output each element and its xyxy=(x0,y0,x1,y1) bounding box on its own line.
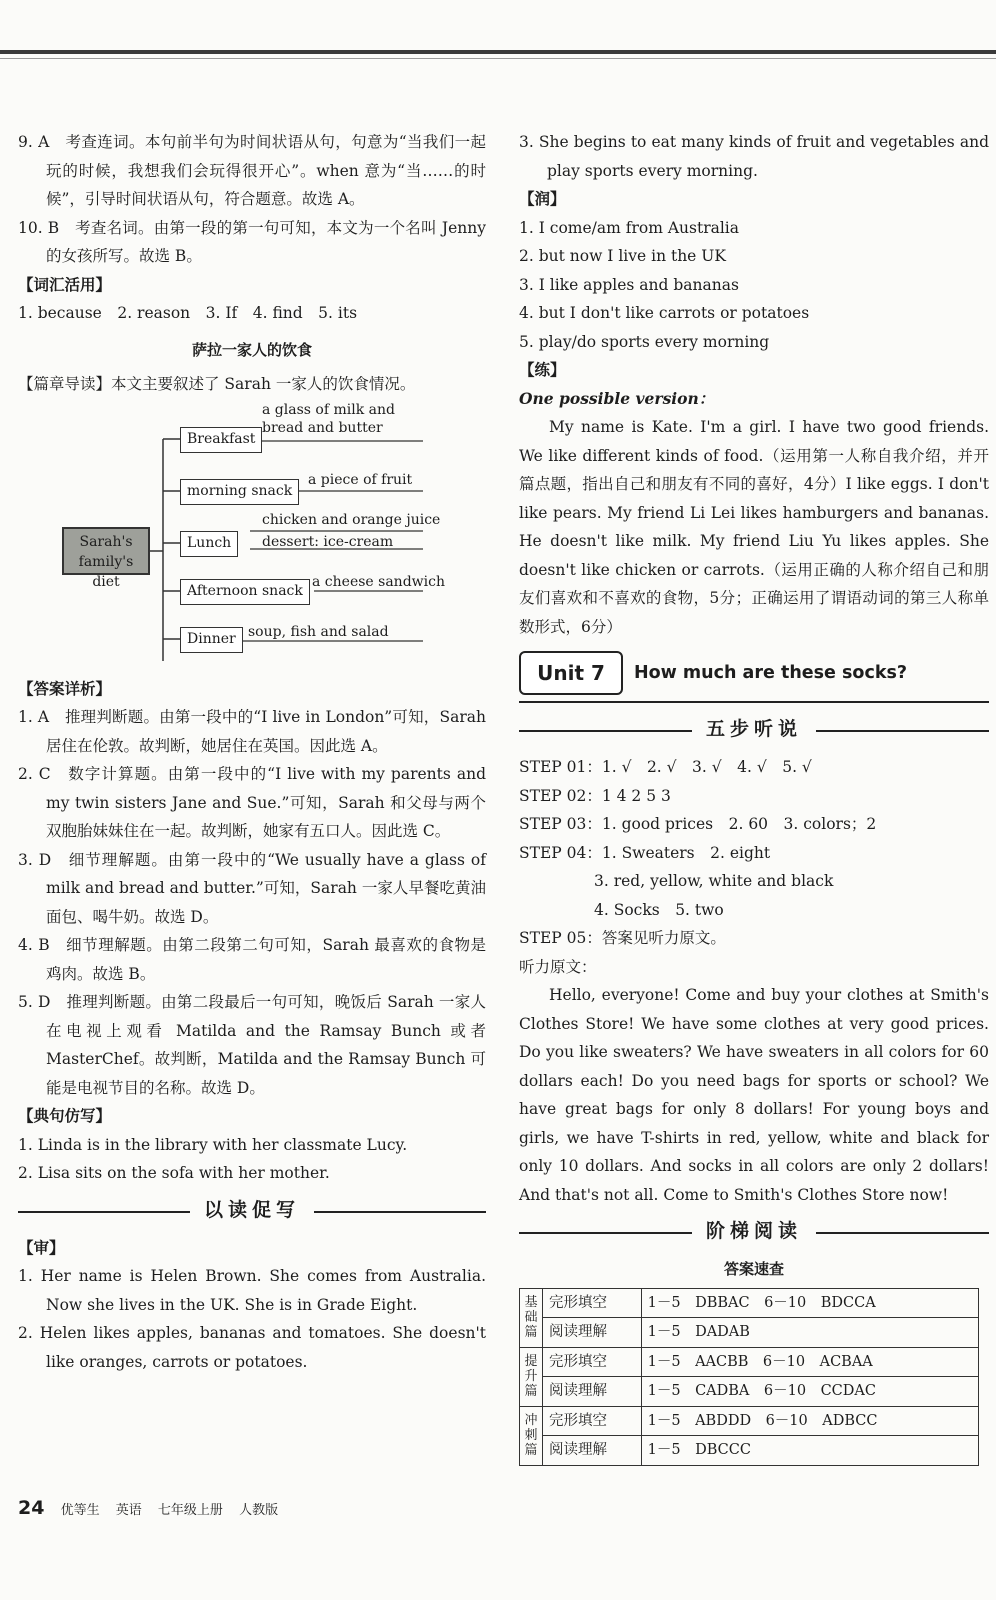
footer-subject: 英语 xyxy=(115,1503,142,1518)
shen-heading: 【审】 xyxy=(18,1237,65,1257)
unit-title: How much are these socks? xyxy=(634,663,908,683)
page-number: 24 xyxy=(18,1497,45,1519)
footer-grade: 七年级上册 xyxy=(157,1503,223,1518)
step-line: 4. Socks 5. two xyxy=(594,900,724,919)
table-cell: 1－5 DADAB xyxy=(641,1318,978,1348)
unit-label: Unit 7 xyxy=(519,651,623,695)
version-label: One possible version： xyxy=(519,388,715,408)
branch-breakfast-detail: a glass of milk and bread and butter xyxy=(262,401,395,436)
branch-dinner-detail: soup, fish and salad xyxy=(248,623,389,640)
group-label: 提升篇 xyxy=(520,1347,543,1406)
quick-answer-title: 答案速查 xyxy=(723,1260,784,1278)
table-cell: 完形填空 xyxy=(543,1406,642,1436)
branch-afternoon-snack: Afternoon snack xyxy=(180,579,310,605)
table-cell: 1－5 ABDDD 6－10 ADBCC xyxy=(641,1406,978,1436)
left-column xyxy=(18,128,486,1376)
listening-transcript: Hello, everyone! Come and buy your clothes at Smith's Clothes Store! We have some clothes at very good prices. Do you like sweaters? We have sweaters in all colors for 60 dollars each! Do you need bags for sports or school? We have great bags for only 8 dollars! For young boys and girls, we have T-shirts in red, yellow, white and black for only 10 dollars. And socks in all colors are only 2 dollars! And that's not all. Come to Smith's Clothes Store now! xyxy=(519,986,989,1204)
band-label: 以读促写 xyxy=(190,1196,314,1225)
branch-lunch-dessert: dessert: ice-cream xyxy=(262,533,394,550)
table-cell: 阅读理解 xyxy=(543,1377,642,1407)
mindmap-root: Sarah's family's diet xyxy=(62,527,150,575)
step-line: STEP 03：1. good prices 2. 60 3. colors；2 xyxy=(519,815,877,833)
branch-morning-snack-detail: a piece of fruit xyxy=(308,471,413,488)
imitate-heading: 【典句仿写】 xyxy=(18,1106,112,1125)
page-footer xyxy=(18,1497,290,1519)
top-rule-thin xyxy=(0,58,996,59)
run-item: 5. play/do sports every morning xyxy=(519,332,770,351)
imitate-item: 2. Lisa sits on the sofa with her mother. xyxy=(18,1164,330,1182)
shen-item-3: 3. She begins to eat many kinds of fruit and vegetables and play sports every morning. xyxy=(519,133,989,180)
answer-q9: 9. A 考查连词。本句前半句为时间状语从句，句意为“当我们一起玩的时候，我想我们会玩得很开心”。when 意为“当……的时候”，引导时间状语从句，符合题意。故选 A。 xyxy=(18,133,486,208)
transcript-heading: 听力原文： xyxy=(519,957,597,976)
branch-lunch-detail: chicken and orange juice xyxy=(262,511,441,528)
footer-edition: 人教版 xyxy=(239,1503,279,1518)
sample-essay: My name is Kate. I'm a girl. I have two good friends. We like different kinds of food.（运用第一人称自我介绍，并开篇点题，指出自己和朋友有不同的喜好，4分）I like eggs. I don't like pears. My friend Li Lei likes hamburgers and bananas. He doesn't like milk. My friend Liu Yu likes apples. She doesn't like chicken or carrots.（运用正确的人称介绍自己和朋友们喜欢和不喜欢的食物，5分；正确运用了谓语动词的第三人称单数形式，6分） xyxy=(519,418,989,636)
step-line: STEP 05：答案见听力原文。 xyxy=(519,929,726,947)
table-cell: 1－5 DBCCC xyxy=(641,1436,978,1466)
run-item: 1. I come/am from Australia xyxy=(519,218,740,237)
band-label: 阶梯阅读 xyxy=(692,1217,816,1246)
table-row xyxy=(520,1377,979,1407)
branch-afternoon-snack-detail: a cheese sandwich xyxy=(312,573,445,590)
table-row xyxy=(520,1288,979,1318)
diet-mindmap xyxy=(18,401,486,673)
group-label: 基础篇 xyxy=(520,1288,543,1347)
footer-brand: 优等生 xyxy=(60,1503,100,1518)
explain-item: 1. A 推理判断题。由第一段中的“I live in London”可知，Sarah 居住在伦敦。故判断，她居住在英国。因此选 A。 xyxy=(18,708,486,755)
table-cell: 1－5 DBBAC 6－10 BDCCA xyxy=(641,1288,978,1318)
top-rule xyxy=(0,50,996,54)
shen-item: 2. Helen likes apples, bananas and tomatoes. She doesn't like oranges, carrots or potatoes. xyxy=(18,1324,486,1371)
right-column xyxy=(519,128,989,1466)
run-item: 2. but now I live in the UK xyxy=(519,247,726,265)
run-item: 3. I like apples and bananas xyxy=(519,275,739,294)
step-line: 3. red, yellow, white and black xyxy=(594,872,834,890)
run-item: 4. but I don't like carrots or potatoes xyxy=(519,304,810,322)
read-write-band xyxy=(18,1194,486,1228)
branch-breakfast: Breakfast xyxy=(180,427,262,453)
table-row xyxy=(520,1318,979,1348)
step-line: STEP 02：1 4 2 5 3 xyxy=(519,786,671,805)
explain-item: 3. D 细节理解题。由第一段中的“We usually have a glass of milk and bread and butter.”可知，Sarah 一家人早餐吃黄油面包、喝牛奶。故选 D。 xyxy=(18,850,486,926)
explain-item: 2. C 数字计算题。由第一段中的“I live with my parents and my twin sisters Jane and Sue.”可知，Sarah 和父母与两个双胞胎妹妹住在一起。故判断，她家有五口人。因此选 C。 xyxy=(18,765,486,840)
listen-band xyxy=(519,713,989,747)
article-guide: 【篇章导读】本文主要叙述了 Sarah 一家人的饮食情况。 xyxy=(18,375,416,393)
run-heading: 【润】 xyxy=(519,189,566,208)
table-row xyxy=(520,1436,979,1466)
ladder-band xyxy=(519,1215,989,1249)
branch-dinner: Dinner xyxy=(180,627,243,653)
imitate-item: 1. Linda is in the library with her classmate Lucy. xyxy=(18,1135,408,1154)
step-line: STEP 01：1. √ 2. √ 3. √ 4. √ 5. √ xyxy=(519,758,812,776)
unit-rule xyxy=(519,701,989,703)
group-label: 冲刺篇 xyxy=(520,1406,543,1465)
unit-header xyxy=(519,649,989,707)
vocab-answers: 1. because 2. reason 3. If 4. find 5. its xyxy=(18,304,358,322)
table-row xyxy=(520,1406,979,1436)
table-cell: 1－5 CADBA 6－10 CCDAC xyxy=(641,1377,978,1407)
explain-item: 5. D 推理判断题。由第二段最后一句可知，晚饭后 Sarah 一家人在电视上观看 Matilda and the Ramsay Bunch 或者 MasterChef。故判断，Matilda and the Ramsay Bunch 可能是电视节目的名称。故选 D。 xyxy=(18,993,486,1097)
answer-table xyxy=(519,1288,979,1466)
explain-item: 4. B 细节理解题。由第二段第二句可知，Sarah 最喜欢的食物是鸡肉。故选 B。 xyxy=(18,936,486,983)
table-cell: 完形填空 xyxy=(543,1347,642,1377)
table-row xyxy=(520,1347,979,1377)
branch-lunch: Lunch xyxy=(180,531,238,557)
band-label: 五步听说 xyxy=(692,715,816,744)
table-cell: 完形填空 xyxy=(543,1288,642,1318)
table-cell: 阅读理解 xyxy=(543,1318,642,1348)
table-cell: 1－5 AACBB 6－10 ACBAA xyxy=(641,1347,978,1377)
table-cell: 阅读理解 xyxy=(543,1436,642,1466)
step-line: STEP 04：1. Sweaters 2. eight xyxy=(519,843,771,862)
explain-heading: 【答案详析】 xyxy=(18,678,112,698)
branch-morning-snack: morning snack xyxy=(180,479,299,505)
vocab-heading: 【词汇活用】 xyxy=(18,274,112,294)
answer-q10: 10. B 考查名词。由第一段的第一句可知，本文为一个名叫 Jenny 的女孩所写。故选 B。 xyxy=(18,218,486,265)
shen-item: 1. Her name is Helen Brown. She comes from Australia. Now she lives in the UK. She is in Grade Eight. xyxy=(18,1267,486,1314)
lian-heading: 【练】 xyxy=(519,360,566,379)
article-title: 萨拉一家人的饮食 xyxy=(191,340,312,359)
